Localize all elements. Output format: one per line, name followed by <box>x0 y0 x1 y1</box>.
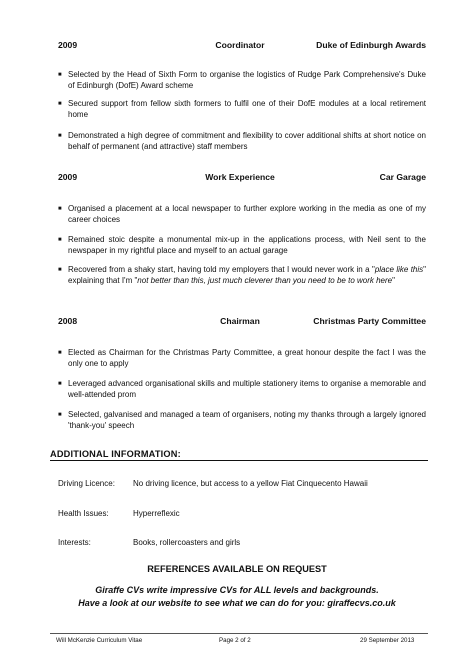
bullet-icon: ■ <box>58 133 62 139</box>
bullet-icon: ■ <box>58 381 62 387</box>
entry-year: 2008 <box>58 316 78 326</box>
bullet-icon: ■ <box>58 72 62 78</box>
info-value: Hyperreflexic <box>133 509 180 518</box>
footer-left: Will McKenzie Curriculum Vitae <box>56 637 143 644</box>
entry-organisation: Christmas Party Committee <box>313 316 426 326</box>
info-label: Driving Licence: <box>58 479 115 488</box>
list-item <box>58 235 426 256</box>
entry-header <box>58 316 426 328</box>
bullet-icon: ■ <box>58 350 62 356</box>
info-value: Books, rollercoasters and girls <box>133 538 241 547</box>
promo-line: Have a look at our website to see what we can do for you: giraffecvs.co.uk <box>78 598 396 608</box>
bullet-text: Elected as Chairman for the Christmas Party Committee, a great honour despite the fact I was the only one to apply <box>68 348 426 368</box>
section-title: ADDITIONAL INFORMATION: <box>50 449 181 459</box>
bullet-icon: ■ <box>58 101 62 107</box>
entry-role: Work Experience <box>205 172 275 182</box>
info-label: Health Issues: <box>58 509 109 518</box>
references-heading: REFERENCES AVAILABLE ON REQUEST <box>147 564 327 574</box>
bullet-text: Remained stoic despite a monumental mix-up in the applications process, with Neil sent to the newspaper in my rightful place and myself to an actual garage <box>68 235 426 255</box>
list-item <box>58 70 426 91</box>
footer-divider <box>50 633 428 634</box>
list-item <box>58 410 426 431</box>
section-divider <box>50 460 428 461</box>
bullet-icon: ■ <box>58 267 62 273</box>
entry-header <box>58 172 426 184</box>
entry-year: 2009 <box>58 40 78 50</box>
entry-organisation: Car Garage <box>379 172 426 182</box>
bullet-icon: ■ <box>58 412 62 418</box>
list-item <box>58 131 426 152</box>
list-item <box>58 348 426 369</box>
entry-organisation: Duke of Edinburgh Awards <box>316 40 426 50</box>
list-item <box>58 204 426 225</box>
footer-date: 29 September 2013 <box>360 637 415 644</box>
info-label: Interests: <box>58 538 91 547</box>
bullet-text: Leveraged advanced organisational skills and multiple stationery items to organise a memorable and well-attended prom <box>68 379 426 399</box>
entry-role: Chairman <box>220 316 260 326</box>
list-item <box>58 265 426 286</box>
entry-role: Coordinator <box>215 40 265 50</box>
bullet-text: Selected, galvanised and managed a team of organisers, noting my thanks through a largely ignored 'thank-you' speech <box>68 410 426 430</box>
list-item <box>58 379 426 400</box>
entry-year: 2009 <box>58 172 78 182</box>
bullet-text: Recovered from a shaky start, having told my employers that I would never work in a "place like this" explaining that I'm "not better than this, just much cleverer than you need to be to work here" <box>68 265 426 285</box>
bullet-icon: ■ <box>58 237 62 243</box>
info-value: No driving licence, but access to a yellow Fiat Cinquecento Hawaii <box>133 479 368 488</box>
bullet-text: Organised a placement at a local newspaper to further explore working in the media as one of my career choices <box>68 204 426 224</box>
promo-line: Giraffe CVs write impressive CVs for ALL levels and backgrounds. <box>95 585 379 595</box>
list-item <box>58 99 426 120</box>
entry-header <box>58 40 426 52</box>
bullet-text: Demonstrated a high degree of commitment and flexibility to cover additional shifts at short notice on behalf of permanent (and attractive) staff members <box>68 131 426 151</box>
footer-page-number: Page 2 of 2 <box>219 637 251 644</box>
bullet-icon: ■ <box>58 206 62 212</box>
bullet-text: Selected by the Head of Sixth Form to organise the logistics of Rudge Park Comprehensive's Duke of Edinburgh (DofE) Award scheme <box>68 70 426 90</box>
bullet-text: Secured support from fellow sixth formers to fulfil one of their DofE modules at a local retirement home <box>68 99 426 119</box>
